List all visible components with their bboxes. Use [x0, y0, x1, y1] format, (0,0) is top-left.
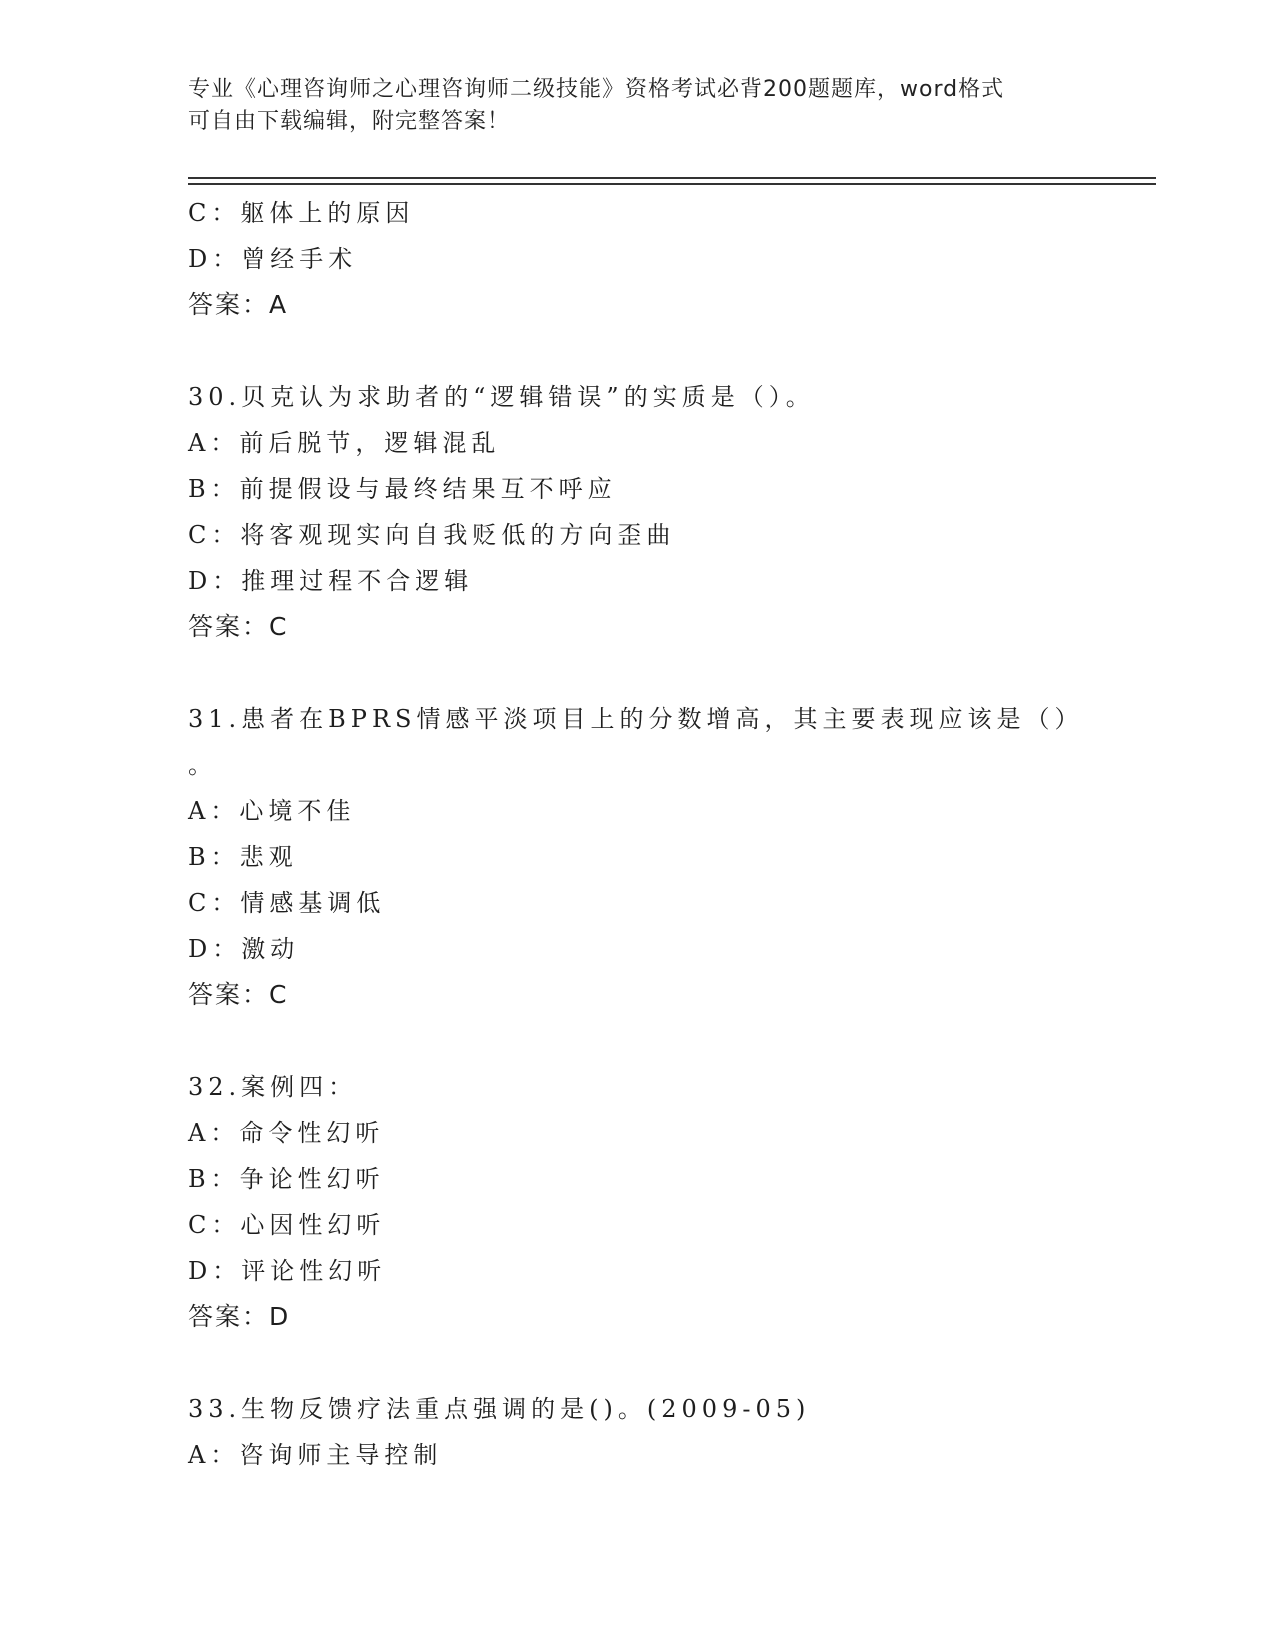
question-block [188, 374, 1088, 650]
question-text: 32.案例四： [188, 1073, 358, 1101]
block-spacer [188, 1340, 1088, 1386]
question-list [188, 190, 1088, 1478]
answer-line: 答案：C [188, 980, 289, 1009]
header-line-2: 可自由下载编辑，附完整答案！ [188, 109, 511, 134]
block-spacer [188, 328, 1088, 374]
option-line: D：推理过程不合逻辑 [188, 567, 474, 595]
question-text: 31.患者在BPRS情感平淡项目上的分数增高，其主要表现应该是（） [188, 705, 1084, 733]
block-spacer [188, 650, 1088, 696]
question-block [188, 190, 1088, 328]
header-divider-bottom [188, 183, 1156, 185]
header-line-1: 专业《心理咨询师之心理咨询师二级技能》资格考试必背200题题库，word格式 [188, 77, 1005, 102]
question-text: 30.贝克认为求助者的“逻辑错误”的实质是（）。 [188, 383, 815, 411]
answer-line: 答案：C [188, 612, 289, 641]
document-header [188, 74, 1068, 138]
question-text-continuation: 。 [188, 751, 217, 779]
block-spacer [188, 1018, 1088, 1064]
option-line: A：前后脱节，逻辑混乱 [188, 429, 501, 457]
option-line: C：心因性幻听 [188, 1211, 386, 1239]
option-line: D：曾经手术 [188, 245, 358, 273]
option-line: D：激动 [188, 935, 300, 963]
option-line: A：命令性幻听 [188, 1119, 385, 1147]
option-line: A：心境不佳 [188, 797, 356, 825]
option-line: B：前提假设与最终结果互不呼应 [188, 475, 617, 503]
option-line: B：悲观 [188, 843, 298, 871]
answer-line: 答案：A [188, 290, 289, 319]
option-line: C：情感基调低 [188, 889, 386, 917]
question-block [188, 1064, 1088, 1340]
answer-line: 答案：D [188, 1302, 291, 1331]
question-block [188, 696, 1088, 1018]
question-text: 33.生物反馈疗法重点强调的是()。(2009-05) [188, 1395, 811, 1423]
question-block [188, 1386, 1088, 1478]
header-divider-top [188, 177, 1156, 179]
option-line: D：评论性幻听 [188, 1257, 387, 1285]
option-line: C：躯体上的原因 [188, 199, 415, 227]
option-line: C：将客观现实向自我贬低的方向歪曲 [188, 521, 676, 549]
option-line: A：咨询师主导控制 [188, 1441, 443, 1469]
option-line: B：争论性幻听 [188, 1165, 385, 1193]
